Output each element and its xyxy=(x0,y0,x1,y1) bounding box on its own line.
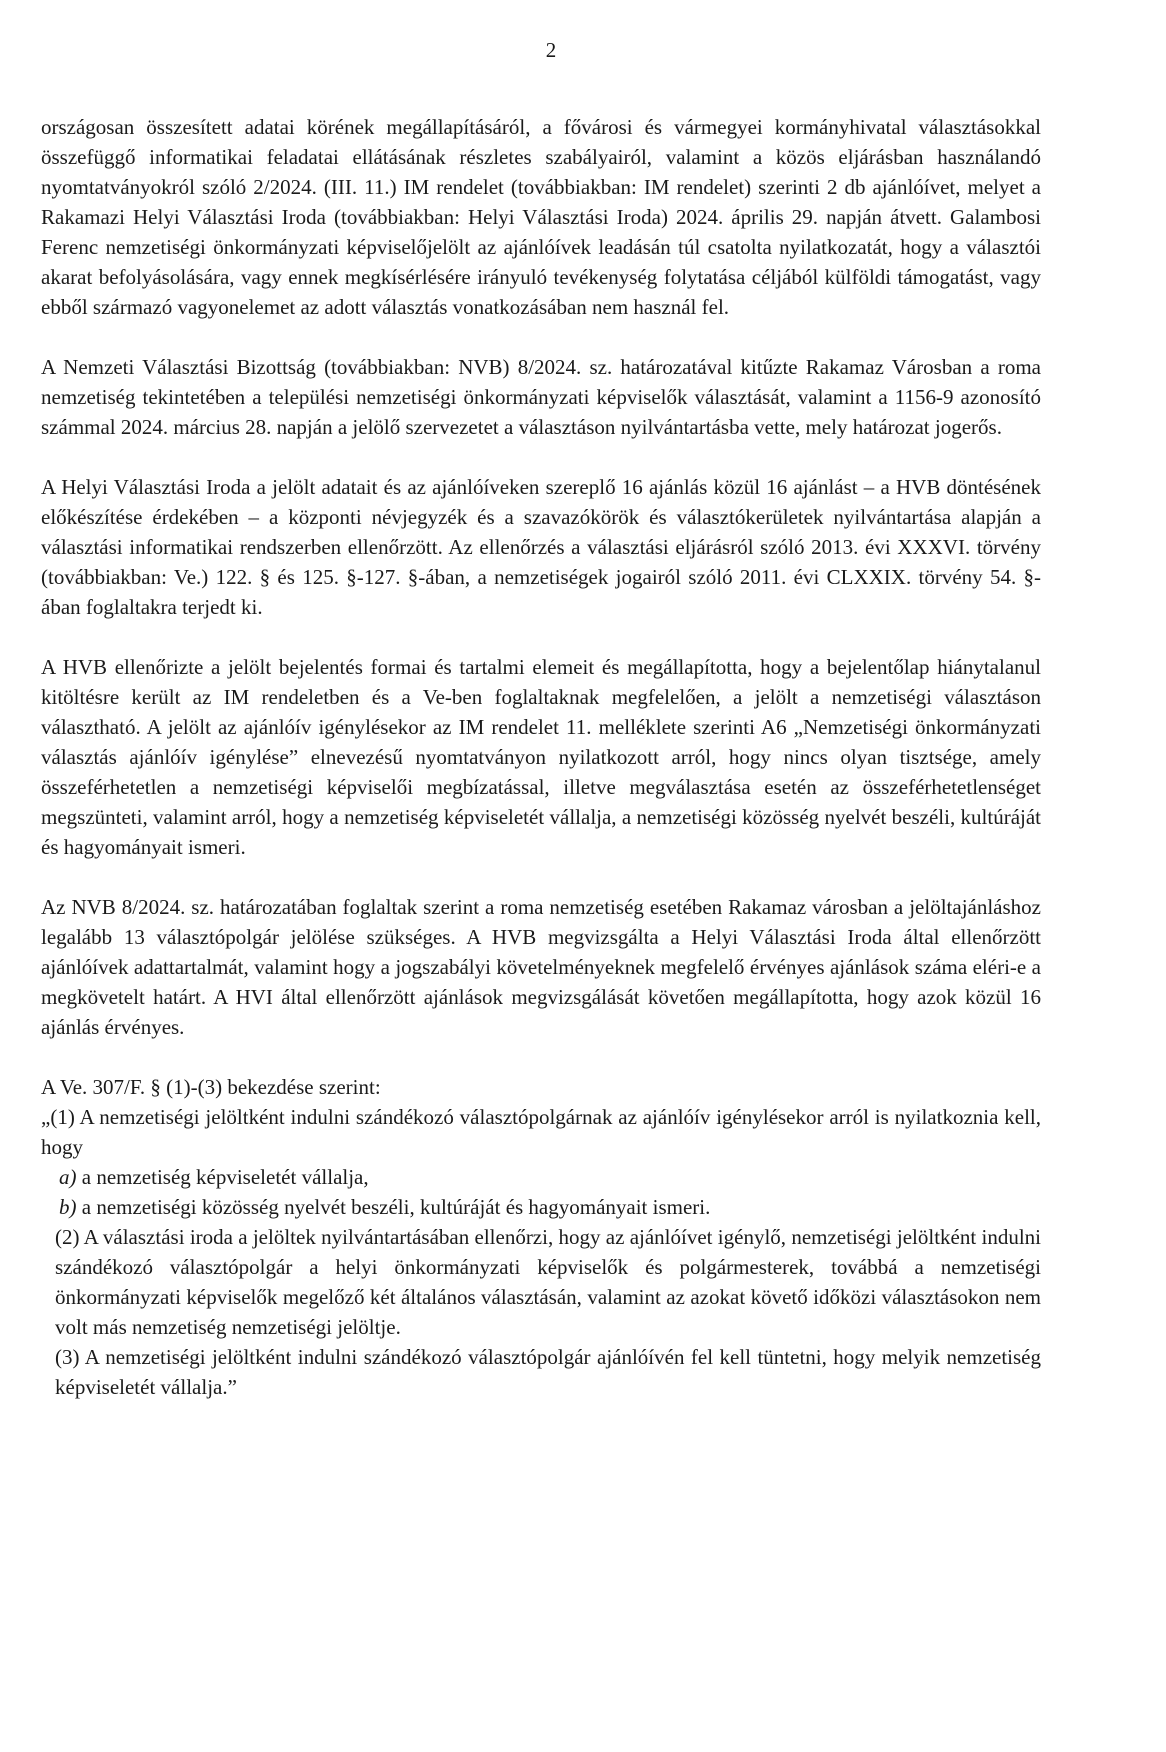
quote-item-a-text: a nemzetiség képviseletét vállalja, xyxy=(81,1165,369,1189)
paragraph-hvi-verification: A Helyi Választási Iroda a jelölt adatait és az ajánlóíveken szereplő 16 ajánlás közül 16 ajánlást – a HVB döntésének előkészítése érdekében – a központi névjegyzék és a szavazókörök és választókerületek nyilvántartása alapján a választási informatikai rendszerben ellenőrzött. Az ellenőrzés a választási eljárásról szóló 2013. évi XXXVI. törvény (továbbiakban: Ve.) 122. § és 125. §-127. §-ában, a nemzetiségek jogairól szóló 2011. évi CLXXIX. törvény 54. §-ában foglaltakra terjedt ki. xyxy=(41,475,1041,619)
paragraph-recommendations-valid: Az NVB 8/2024. sz. határozatában foglaltak szerint a roma nemzetiség esetében Rakamaz városban a jelöltajánláshoz legalább 13 választópolgár jelölése szükséges. A HVB megvizsgálta a Helyi Választási Iroda által ellenőrzött ajánlóívek adattartalmát, valamint hogy a jogszabályi követelményeknek megfelelő érvényes ajánlások száma eléri-e a megkövetelt határt. A HVI által ellenőrzött ajánlások megvizsgálását követően megállapította, hogy azok közül 16 ajánlás érvényes. xyxy=(41,895,1041,1039)
quote-item-b-marker: b) xyxy=(59,1195,77,1219)
paragraph-nvb-resolution: A Nemzeti Választási Bizottság (továbbiakban: NVB) 8/2024. sz. határozatával kitűzte Rakamaz Városban a roma nemzetiség tekintetében a települési nemzetiségi önkormányzati képviselők választását, valamint a 1156-9 azonosító számmal 2024. március 28. napján a jelölő szervezetet a választáson nyilvántartásba vette, mely határozat jogerős. xyxy=(41,355,1041,439)
paragraph-hvb-review: A HVB ellenőrizte a jelölt bejelentés formai és tartalmi elemeit és megállapította, hogy a bejelentőlap hiánytalanul kitöltésre került az IM rendeletben és a Ve-ben foglaltaknak megfelelően, a jelölt a nemzetiségi választáson választható. A jelölt az ajánlóív igénylésekor az IM rendelet 11. melléklete szerinti A6 „Nemzetiségi önkormányzati választás ajánlóív igénylése” elnevezésű nyomtatványon nyilatkozott arról, hogy nincs olyan tisztsége, amely összeférhetetlen a nemzetiségi képviselői megbízatással, illetve megválasztása esetén az összeférhetetlenséget megszünteti, valamint arról, hogy a nemzetiség képviseletét vállalja, a nemzetiségi közösség nyelvét beszéli, kultúráját és hagyományait ismeri. xyxy=(41,655,1041,859)
quote-item-b-text: a nemzetiségi közösség nyelvét beszéli, kultúráját és hagyományait ismeri. xyxy=(81,1195,711,1219)
quote-item-a-marker: a) xyxy=(59,1165,77,1189)
quote-intro: A Ve. 307/F. § (1)-(3) bekezdése szerint: xyxy=(41,1075,381,1099)
quote-paragraph-3: (3) A nemzetiségi jelöltként indulni szándékozó választópolgár ajánlóívén fel kell tüntetni, hogy melyik nemzetiség képviseletét vállalja.” xyxy=(55,1345,1041,1399)
legal-quote xyxy=(41,1072,1041,1402)
paragraph-candidate-declaration: országosan összesített adatai körének megállapításáról, a fővárosi és vármegyei kormányhivatal választásokkal összefüggő informatikai feladatai ellátásának részletes szabályairól, valamint a közös eljárásban használandó nyomtatványokról szóló 2/2024. (III. 11.) IM rendelet (továbbiakban: IM rendelet) szerinti 2 db ajánlóívet, melyet a Rakamazi Helyi Választási Iroda (továbbiakban: Helyi Választási Iroda) 2024. április 29. napján átvett. Galambosi Ferenc nemzetiségi önkormányzati képviselőjelölt az ajánlóívek leadásán túl csatolta nyilatkozatát, hogy a választói akarat befolyásolására, vagy ennek megkísérlésére irányuló tevékenység folytatása céljából külföldi támogatást, vagy ebből származó vagyonelemet az adott választás vonatkozásában nem használ fel. xyxy=(41,115,1041,319)
quote-item-a xyxy=(41,1162,1041,1192)
quote-item-b xyxy=(41,1192,1041,1222)
quote-paragraph-1: „(1) A nemzetiségi jelöltként indulni szándékozó választópolgárnak az ajánlóív igénylésekor arról is nyilatkoznia kell, hogy xyxy=(41,1105,1041,1159)
quote-paragraph-2: (2) A választási iroda a jelöltek nyilvántartásában ellenőrzi, hogy az ajánlóívet igénylő, nemzetiségi jelöltként indulni szándékozó választópolgár a helyi önkormányzati képviselők és polgármesterek, továbbá a nemzetiségi önkormányzati képviselők megelőző két általános választásán, valamint az azokat követő időközi választásokon nem volt más nemzetiség nemzetiségi jelöltje. xyxy=(55,1225,1041,1339)
page-number: 2 xyxy=(545,38,557,62)
document-page xyxy=(41,38,1041,1402)
